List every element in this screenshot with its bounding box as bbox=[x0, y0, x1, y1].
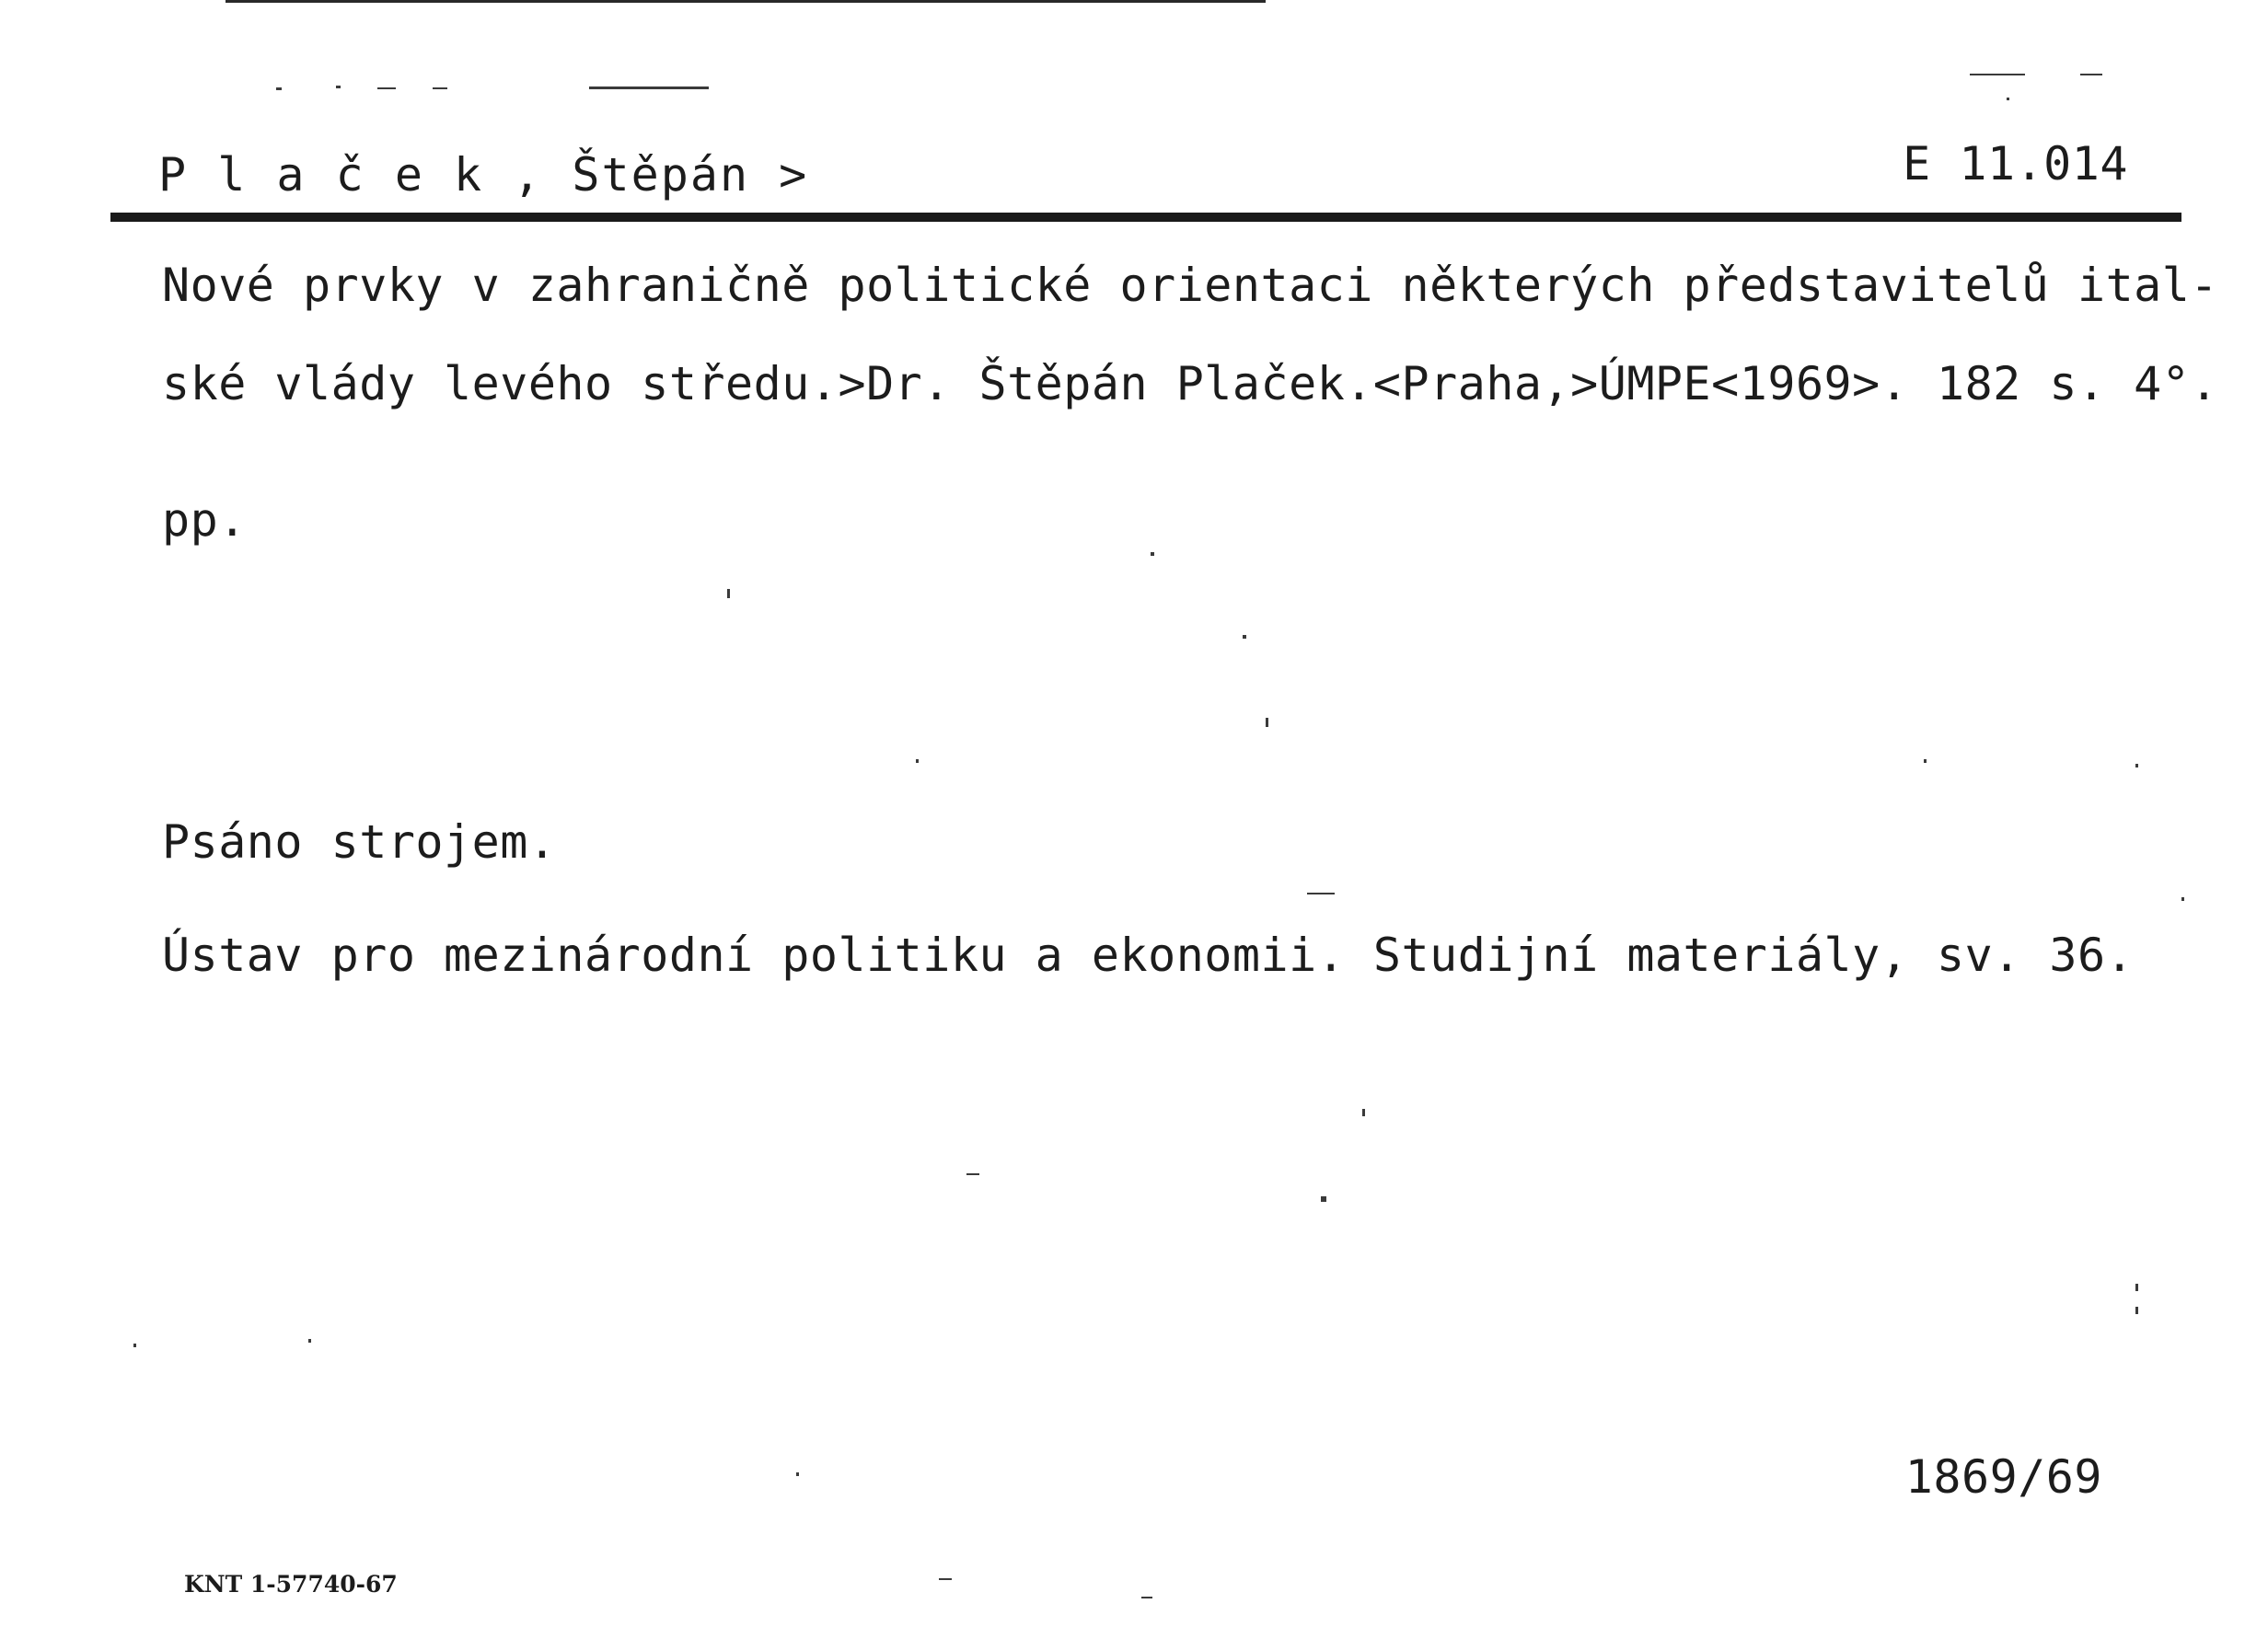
scan-speck bbox=[1307, 893, 1335, 894]
scan-speck bbox=[1362, 1109, 1365, 1116]
card-top-edge bbox=[226, 0, 1266, 3]
scan-speck bbox=[916, 759, 919, 763]
scan-speck bbox=[1266, 718, 1268, 727]
scan-speck bbox=[377, 87, 396, 89]
scan-speck bbox=[589, 87, 709, 89]
scan-speck bbox=[1321, 1196, 1326, 1202]
title-line-2: ské vlády levého středu.>Dr. Štěpán Plaček.<Praha,>ÚMPE<1969>. 182 s. 4°. bbox=[162, 357, 2218, 410]
scan-speck bbox=[336, 86, 341, 88]
note-typewritten: Psáno strojem. bbox=[162, 815, 557, 869]
scan-speck bbox=[1243, 635, 1246, 639]
scan-speck bbox=[966, 1173, 979, 1175]
scan-speck bbox=[2135, 1284, 2138, 1291]
scan-speck bbox=[727, 589, 730, 598]
scan-speck bbox=[796, 1472, 799, 1476]
scan-speck bbox=[2181, 897, 2184, 901]
scan-speck bbox=[2080, 74, 2102, 75]
scan-speck bbox=[1151, 552, 1154, 556]
scan-speck bbox=[2135, 1307, 2138, 1314]
author-heading: P l a č e k , Štěpán > bbox=[158, 148, 809, 202]
scan-speck bbox=[939, 1578, 952, 1580]
scan-speck bbox=[1141, 1597, 1152, 1598]
shelfmark: E 11.014 bbox=[1903, 137, 2128, 190]
note-series: Ústav pro mezinárodní politiku a ekonomii. Studijní materiály, sv. 36. bbox=[162, 929, 2135, 982]
title-line-3: pp. bbox=[162, 493, 247, 547]
scan-speck bbox=[433, 87, 447, 89]
title-line-1: Nové prvky v zahraničně politické orientaci některých představitelů ital- bbox=[162, 259, 2218, 312]
scan-speck bbox=[1924, 759, 1927, 763]
form-code: KNT 1-57740-67 bbox=[184, 1571, 398, 1598]
scan-speck bbox=[308, 1339, 311, 1343]
header-rule bbox=[110, 213, 2181, 222]
scan-speck bbox=[1970, 74, 2025, 75]
scan-speck bbox=[276, 87, 282, 90]
scan-speck bbox=[2007, 98, 2009, 100]
scan-speck bbox=[133, 1344, 136, 1347]
scan-speck bbox=[2135, 764, 2138, 767]
accession-number: 1869/69 bbox=[1904, 1450, 2102, 1504]
